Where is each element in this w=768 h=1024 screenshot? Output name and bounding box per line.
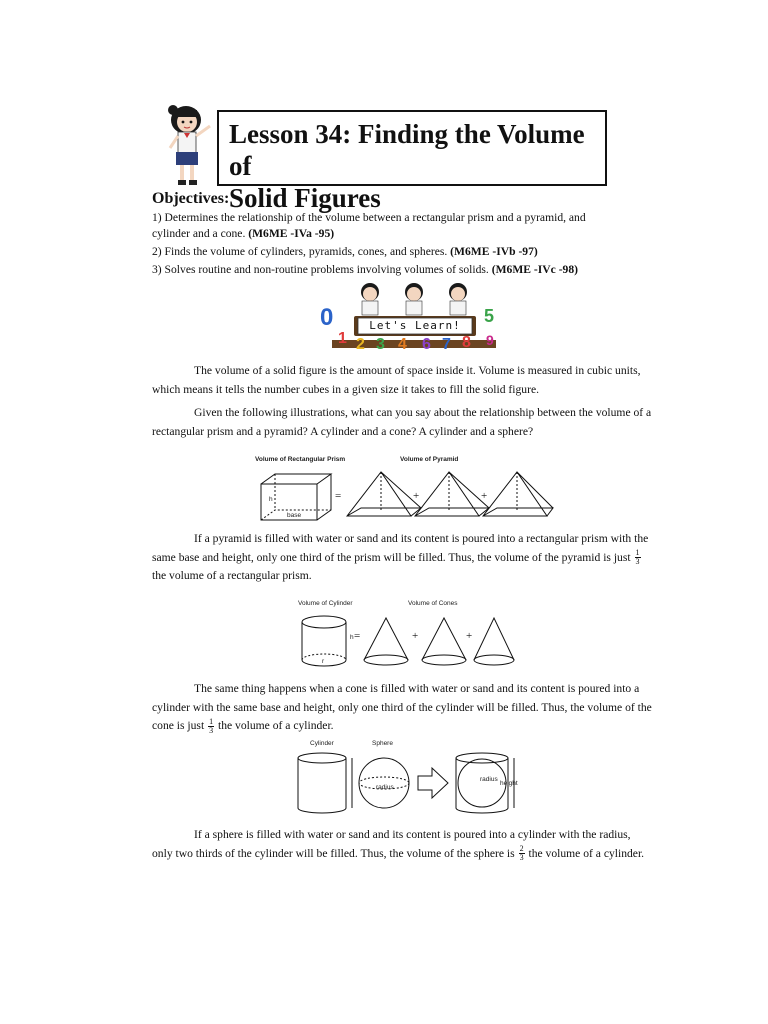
objective-1 xyxy=(152,210,652,242)
cylinder-sphere-drawing xyxy=(292,750,522,816)
prism-base-label: base xyxy=(287,512,302,519)
fraction-one-third-cone xyxy=(208,718,214,735)
paragraph-4-text-a: The same thing happens when a cone is filled with water or sand and its content is poured into a cylinder with the same base and height, only one third of the cylinder will be filled. Thus, the volume of the cone is just xyxy=(152,682,652,732)
figure1-plus-2: + xyxy=(481,490,488,502)
banner-digit-3: 3 xyxy=(376,336,385,353)
figure-prism-pyramid xyxy=(255,456,555,526)
objective-3 xyxy=(152,262,652,278)
paragraph-3-text-a: If a pyramid is filled with water or sand and its content is poured into a rectangular prism with the same base and height, only one third of the prism will be filled. Thus, the volume of the pyramid is just xyxy=(152,532,649,564)
cylinder-cones-drawing xyxy=(298,612,518,670)
cylinder-h-label: h xyxy=(350,634,354,641)
fraction-numerator: 2 xyxy=(519,844,524,854)
paragraph-5-text-b: the volume of a cylinder. xyxy=(525,846,645,860)
fraction-numerator: 1 xyxy=(209,716,214,726)
figure2-equals: = xyxy=(354,630,361,642)
objective-1-code: (M6ME -IVa -95) xyxy=(248,227,335,240)
paragraph-1-text: The volume of a solid figure is the amount of space inside it. Volume is measured in cubic units, which means it tells the number cubes in a given size it takes to fill the solid figure. xyxy=(152,364,641,396)
fraction-one-third-pyramid xyxy=(635,549,641,566)
paragraph-cone xyxy=(152,680,652,736)
cylinder-r-label: r xyxy=(322,658,325,665)
figure-cylinder-sphere xyxy=(292,740,522,816)
lesson-title xyxy=(229,118,605,214)
label-height: height xyxy=(500,780,518,787)
objective-2-code: (M6ME -IVb -97) xyxy=(450,245,538,258)
fraction-two-thirds-sphere xyxy=(519,845,525,862)
paragraph-sphere xyxy=(152,826,652,863)
banner-digit-1: 1 xyxy=(338,330,347,347)
paragraph-volume-definition xyxy=(152,362,652,399)
label-volume-cylinder: Volume of Cylinder xyxy=(298,600,353,607)
figure-cylinder-cones xyxy=(298,600,518,670)
fraction-numerator: 1 xyxy=(635,548,640,558)
lesson-title-line1: Lesson 34: Finding the Volume of xyxy=(229,119,585,181)
objective-3-code: (M6ME -IVc -98) xyxy=(491,263,579,276)
lesson-title-line2: Solid Figures xyxy=(229,183,381,213)
figure1-equals: = xyxy=(335,490,342,502)
figure1-plus-1: + xyxy=(413,490,420,502)
label-volume-pyramid: Volume of Pyramid xyxy=(400,456,459,463)
label-cylinder: Cylinder xyxy=(310,740,334,747)
fraction-denominator: 3 xyxy=(635,557,640,567)
objectives-heading: Objectives: xyxy=(152,190,230,207)
girl-illustration xyxy=(160,100,218,192)
label-radius-2: radius xyxy=(480,776,498,783)
figure2-plus-2: + xyxy=(466,630,473,642)
paragraph-4-text-b: the volume of a cylinder. xyxy=(215,719,334,732)
objective-2 xyxy=(152,244,652,260)
label-volume-prism: Volume of Rectangular Prism xyxy=(255,456,346,463)
figure2-plus-1: + xyxy=(412,630,419,642)
lesson-title-box xyxy=(217,110,607,213)
lets-learn-banner xyxy=(318,278,508,358)
lets-learn-label: Let's Learn! xyxy=(369,319,461,332)
label-volume-cones: Volume of Cones xyxy=(408,600,458,607)
paragraph-question xyxy=(152,404,652,441)
label-radius: radius xyxy=(376,784,394,791)
paragraph-3-text-b: the volume of a rectangular prism. xyxy=(152,569,312,582)
paragraph-5-text-a: If a sphere is filled with water or sand and its content is poured into a cylinder with the radius, only two thirds of the cylinder will be filled. Thus, the volume of the sphere is xyxy=(152,828,631,860)
banner-digit-8: 8 xyxy=(462,334,471,351)
fraction-denominator: 3 xyxy=(209,725,214,735)
banner-digit-6: 6 xyxy=(422,336,431,353)
fraction-denominator: 3 xyxy=(519,853,524,863)
prism-h-label: h xyxy=(269,496,273,503)
banner-digit-2: 2 xyxy=(356,336,365,353)
banner-digit-0: 0 xyxy=(320,304,334,331)
objective-1-text-b: cylinder and a cone. xyxy=(152,227,249,240)
objective-2-text: 2) Finds the volume of cylinders, pyramids, cones, and spheres. xyxy=(152,245,451,258)
objective-3-text: 3) Solves routine and non-routine problems involving volumes of solids. xyxy=(152,263,492,276)
banner-digit-7: 7 xyxy=(442,336,451,353)
banner-digit-4: 4 xyxy=(398,336,407,353)
banner-digit-5: 5 xyxy=(484,306,495,326)
banner-digit-9: 9 xyxy=(486,332,494,348)
paragraph-2-text: Given the following illustrations, what can you say about the relationship between the volume of a rectangular prism and a pyramid? A cylinder and a cone? A cylinder and a sphere? xyxy=(152,406,652,438)
label-sphere: Sphere xyxy=(372,740,393,747)
objective-1-text-a: 1) Determines the relationship of the volume between a rectangular prism and a pyramid, and xyxy=(152,211,586,224)
paragraph-pyramid xyxy=(152,530,652,586)
